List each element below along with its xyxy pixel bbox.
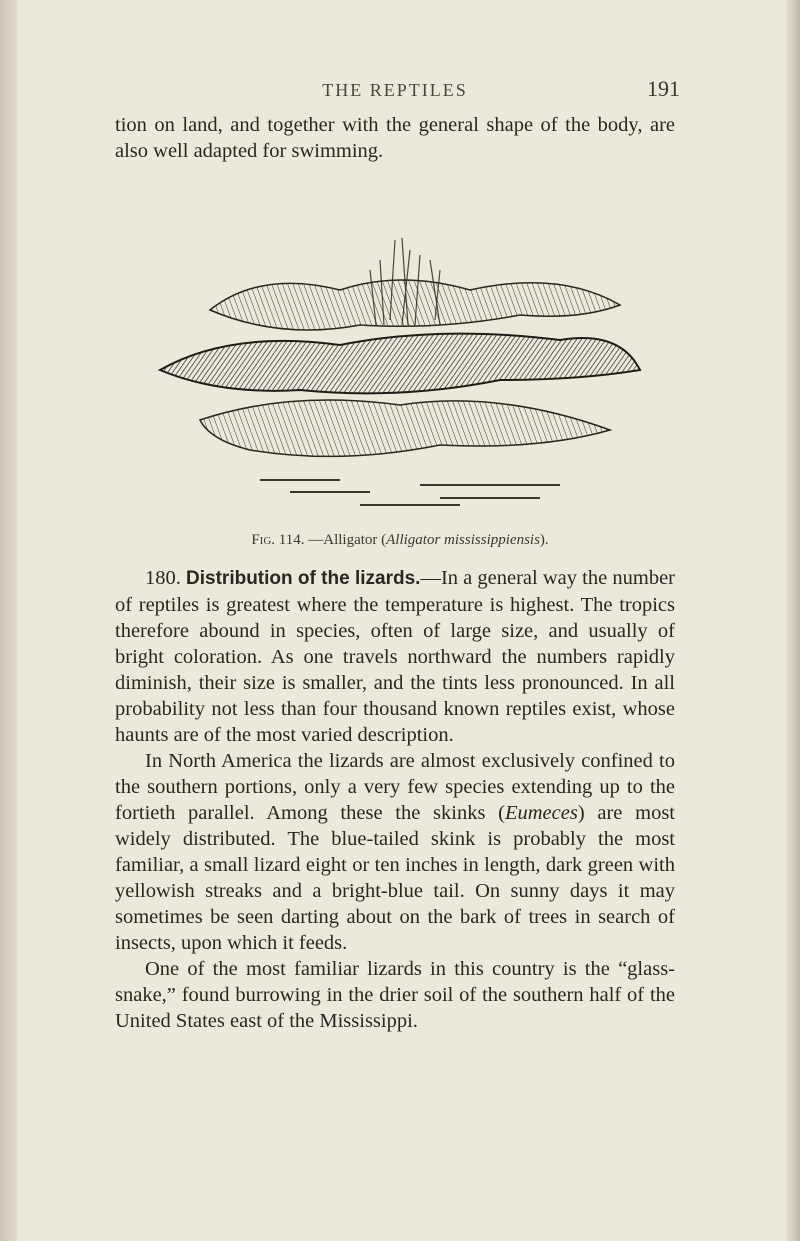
paragraph-1 bbox=[115, 565, 675, 748]
paragraph-2-rest: ) are most widely distributed. The blue-tailed skink is probably the most familiar, a small lizard eight or ten inches in length, dark green with yellowish streaks and a bright-blue tail. On sunny days it may sometimes be seen darting about on the bark of trees in search of insects, upon which it feeds. bbox=[115, 802, 675, 954]
species-name: Alligator mississippiensis bbox=[386, 532, 540, 548]
page-number: 191 bbox=[647, 76, 680, 101]
page-header bbox=[110, 76, 680, 110]
paragraph-2-start: In North America the lizards are almost exclusively confined to the southern portions, only a very few species extending up to the fortieth parallel. Among these the skinks ( bbox=[115, 750, 675, 824]
water-lines bbox=[260, 480, 560, 505]
paragraph-1-text: —In a general way the number of reptiles is greatest where the temperature is highest. The tropics therefore abound in species, often of large size, and usually of bright coloration. As one travels northward the numbers rapidly diminish, their size is smaller, and the tints less pronounced. In all probability not less than four thousand known reptiles exist, whose haunts are of the most varied description. bbox=[115, 567, 675, 746]
paragraph-2 bbox=[115, 748, 675, 956]
page-edge-left bbox=[0, 0, 18, 1241]
alligator-lower bbox=[200, 400, 610, 456]
caption-end: ). bbox=[539, 532, 549, 548]
paragraph-3: One of the most familiar lizards in this country is the “glass-snake,” found burrowing in the drier soil of the southern half of the United States east of the Mississippi. bbox=[115, 958, 675, 1032]
page-edge-right bbox=[786, 0, 800, 1241]
caption-text: —Alligator ( bbox=[308, 532, 387, 548]
figure-caption bbox=[0, 532, 800, 549]
alligator-upper bbox=[210, 280, 620, 330]
section-title: Distribution of the lizards. bbox=[186, 568, 421, 589]
genus-name: Eumeces bbox=[504, 802, 578, 824]
intro-paragraph bbox=[115, 112, 675, 164]
running-head: THE REPTILES bbox=[322, 80, 468, 100]
section-180 bbox=[115, 565, 675, 1034]
section-number: 180. bbox=[145, 567, 181, 589]
alligator-illustration bbox=[140, 230, 660, 520]
alligator-middle bbox=[160, 334, 640, 394]
figure-label: Fig. 114. bbox=[251, 532, 305, 548]
alligator-engraving bbox=[140, 230, 660, 520]
intro-text: tion on land, and together with the general shape of the body, are also well adapted for swimming. bbox=[115, 114, 675, 162]
